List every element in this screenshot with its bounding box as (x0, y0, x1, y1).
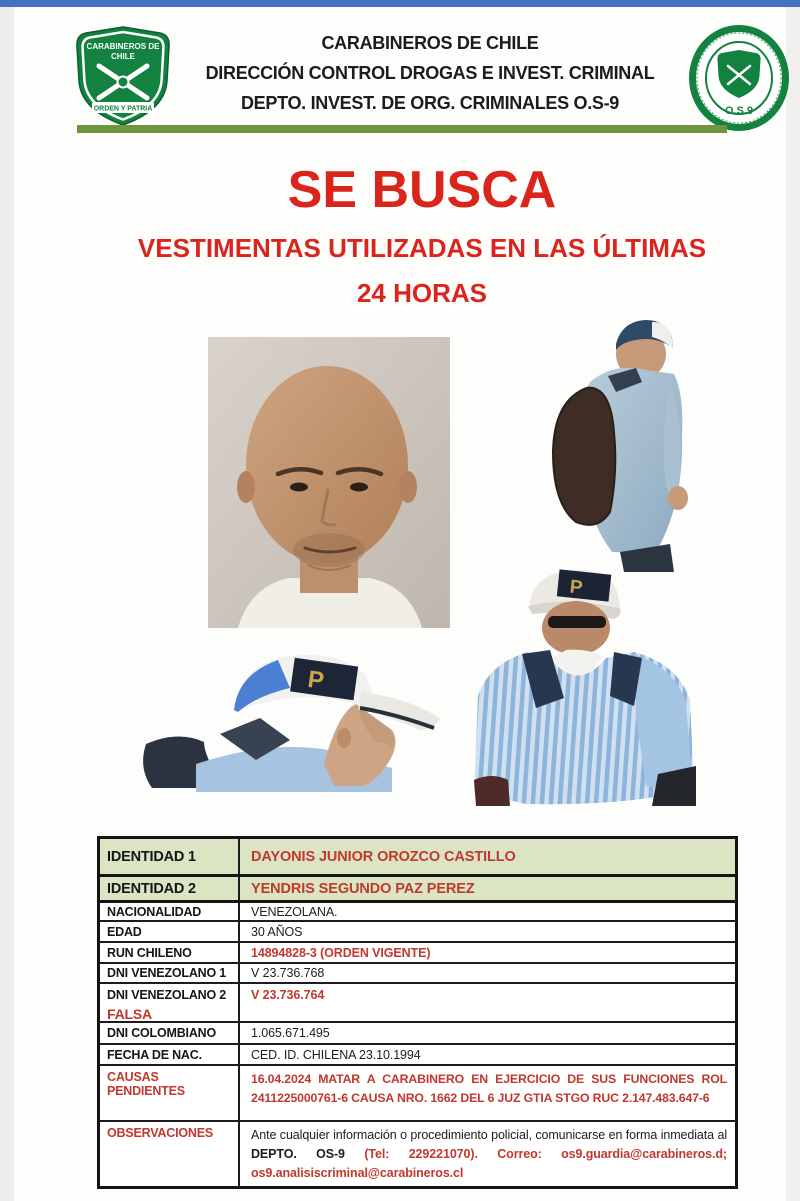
photo-striped-shirt (466, 566, 696, 806)
row-label: OBSERVACIONES (100, 1122, 240, 1186)
table-row (100, 900, 735, 920)
os9-emblem-icon (686, 22, 792, 134)
table-row (100, 874, 735, 900)
table-row (100, 839, 735, 874)
row-label: FECHA DE NAC. (100, 1045, 240, 1064)
left-badge-line1: CARABINEROS DE (86, 42, 160, 51)
table-row (100, 941, 735, 962)
row-label: CAUSAS PENDIENTES (100, 1066, 240, 1120)
photo-profile-cap (138, 646, 445, 792)
row-label: DNI COLOMBIANO (100, 1023, 240, 1043)
header-department: DEPTO. INVEST. DE ORG. CRIMINALES O.S-9 (240, 93, 620, 113)
green-divider (77, 125, 727, 133)
wanted-subtitle-hours: 24 HORAS (356, 278, 488, 308)
table-row (100, 982, 735, 1021)
photo-portrait-front (208, 337, 450, 628)
row-value: VENEZOLANA. (251, 904, 338, 919)
window-top-bar (0, 0, 800, 7)
row-value: 16.04.2024 MATAR A CARABINERO EN EJERCICIO DE SUS FUNCIONES ROL 2411225000761-6 CAUSA NRO. 1662 DEL 6 JUZ GTIA STGO RUC 2.147.483.647-6 (251, 1072, 727, 1106)
left-badge-banner: ORDEN Y PATRIA (93, 105, 153, 113)
table-row (100, 920, 735, 941)
table-row (100, 1043, 735, 1064)
table-row (100, 962, 735, 982)
wanted-subtitle: VESTIMENTAS UTILIZADAS EN LAS ÚLTIMAS (137, 233, 707, 263)
row-label: IDENTIDAD 1 (100, 839, 240, 874)
carabineros-shield-icon (72, 24, 174, 128)
row-label: DNI VENEZOLANO 2 FALSA (100, 984, 240, 1021)
photo-back-backpack (524, 314, 696, 572)
row-value: 14894828-3 (ORDEN VIGENTE) (251, 945, 431, 960)
wanted-title: SE BUSCA (287, 161, 557, 219)
row-value: YENDRIS SEGUNDO PAZ PEREZ (251, 880, 475, 897)
row-label: DNI VENEZOLANO 1 (100, 964, 240, 982)
header-agency: CARABINEROS DE CHILE (321, 33, 539, 53)
row-label: RUN CHILENO (100, 943, 240, 962)
row-value: V 23.736.768 (251, 966, 325, 980)
row-label: NACIONALIDAD (100, 903, 240, 920)
table-row (100, 1064, 735, 1120)
row-label: EDAD (100, 922, 240, 941)
row-label: IDENTIDAD 2 (100, 877, 240, 900)
cap-patch-letter: P (568, 576, 584, 599)
left-badge-line2: CHILE (111, 52, 135, 61)
letterhead (170, 28, 690, 118)
row-value: V 23.736.764 (251, 988, 325, 1002)
row-value: 30 AÑOS (251, 924, 303, 939)
header-direction: DIRECCIÓN CONTROL DROGAS E INVEST. CRIMINAL (205, 63, 655, 83)
row-value: 1.065.671.495 (251, 1026, 330, 1040)
table-row (100, 1120, 735, 1186)
table-row (100, 1021, 735, 1043)
row-value: CED. ID. CHILENA 23.10.1994 (251, 1047, 421, 1062)
row-label-extra: FALSA (107, 1006, 152, 1022)
os9-label: O.S.9 (724, 105, 754, 117)
cap-patch-letter: P (306, 665, 326, 695)
row-value: DAYONIS JUNIOR OROZCO CASTILLO (251, 848, 516, 865)
identity-table (97, 836, 738, 1189)
row-value: Ante cualquier información o procedimiento policial, comunicarse en forma inmediata al DEPTO. OS-9 (Tel: 229221070). Correo: os9.guardia@carabineros.d; os9.analisiscriminal@carabineros.cl (251, 1128, 727, 1180)
page-left-edge (0, 7, 14, 1201)
